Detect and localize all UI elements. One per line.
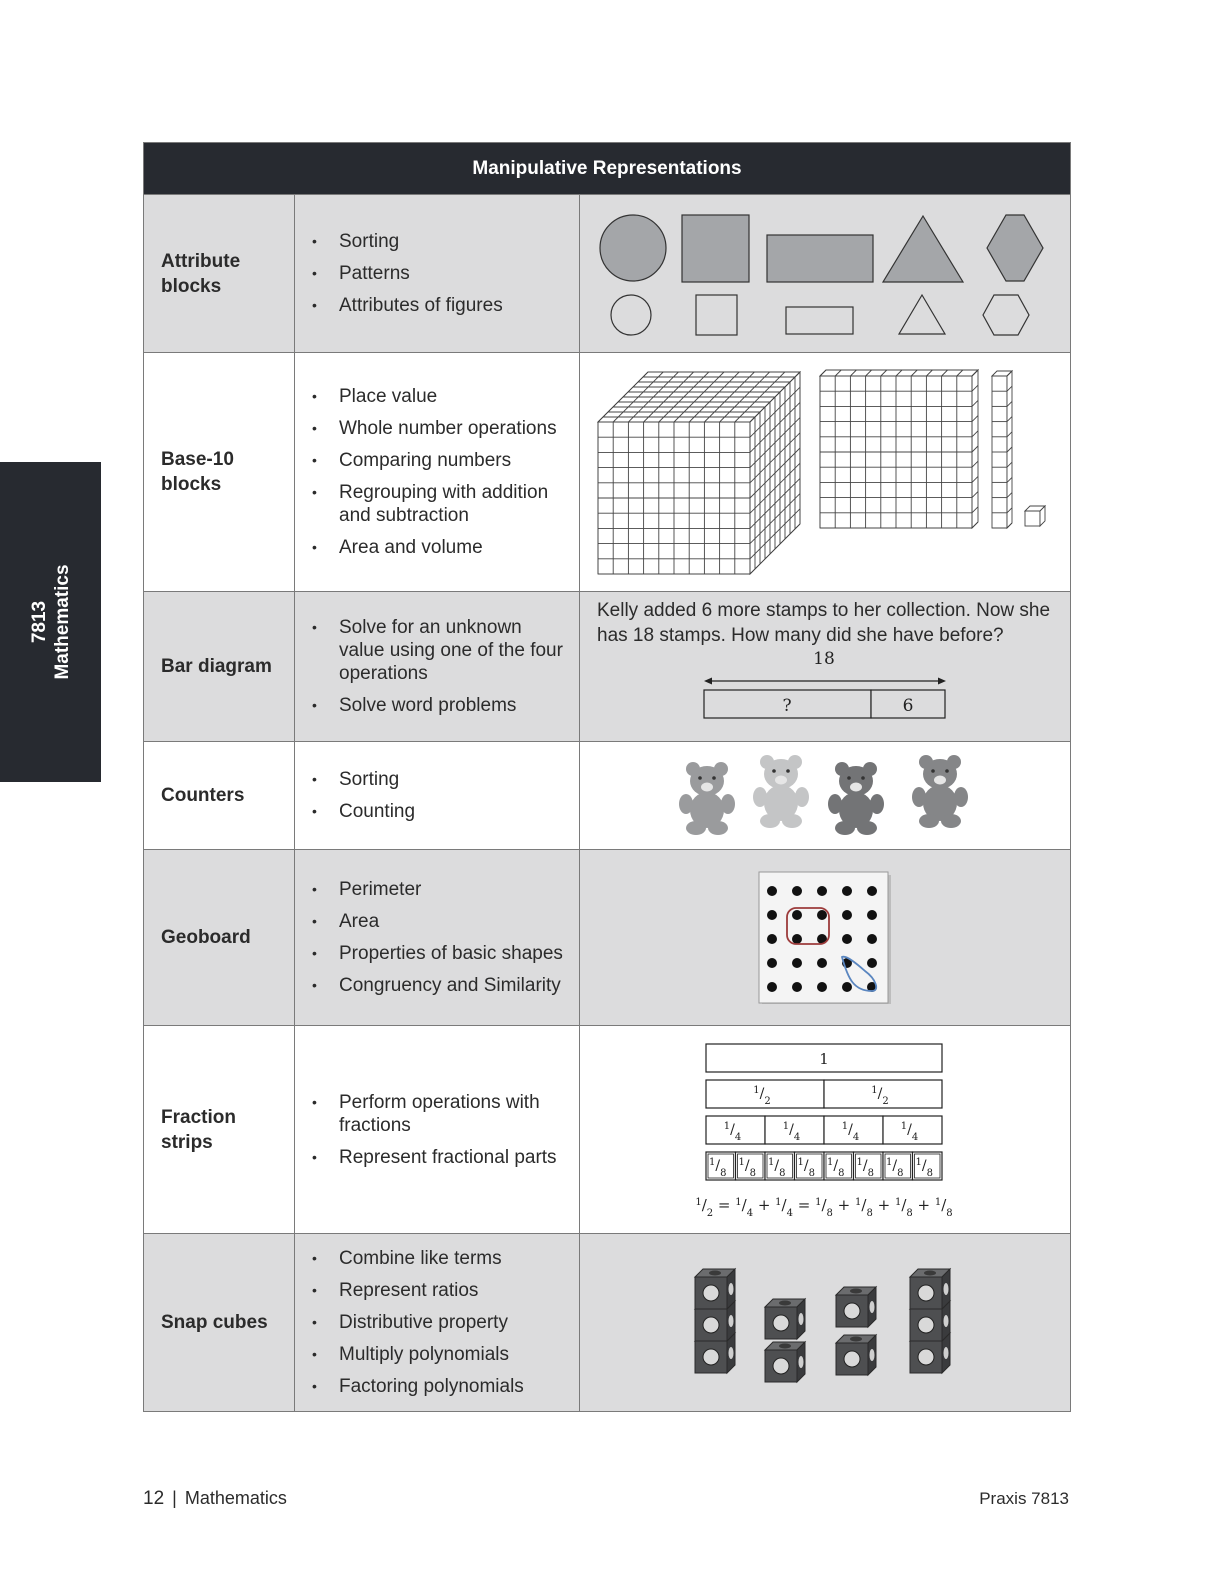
geoboard-peg	[767, 886, 777, 896]
row-uses	[295, 592, 580, 742]
large-circle-block	[600, 215, 666, 281]
use-item: • Represent fractional parts	[339, 1146, 571, 1169]
snap-cube	[765, 1342, 805, 1382]
table-row-attribute-blocks	[144, 195, 1071, 353]
svg-text:1/8: $^1/_8$	[797, 1156, 815, 1178]
svg-text:1/8: $^1/_8$	[709, 1156, 727, 1178]
geoboard-peg	[867, 910, 877, 920]
whole-label: 1	[819, 1049, 829, 1068]
large-square-block	[682, 215, 749, 282]
side-tab-code: 7813	[28, 600, 50, 644]
fraction-equation: $^1/_2$ = $^1/_4$ + $^1/_4$ = $^1/_8$ + $^1/_8$ + $^1/_8$ + $^1/_8$	[695, 1195, 953, 1218]
quarter-strip-piece	[824, 1116, 883, 1144]
row-uses	[295, 353, 580, 592]
arrow-left	[704, 677, 712, 684]
unit-cube	[1025, 506, 1045, 526]
svg-text:1/2: $^1/_2$	[753, 1084, 771, 1106]
row-uses	[295, 195, 580, 353]
hundred-flat	[820, 370, 978, 528]
use-item: • Solve word problems	[339, 694, 571, 717]
table-row-base-10-blocks	[144, 353, 1071, 592]
geoboard-peg	[767, 910, 777, 920]
eighth-strip-piece	[854, 1152, 884, 1180]
geoboard-peg	[792, 982, 802, 992]
arrow-right	[938, 677, 946, 684]
bear-counter-1	[679, 762, 735, 835]
use-item: • Place value	[339, 385, 571, 408]
use-item: • Distributive property	[339, 1311, 571, 1334]
svg-text:1/8: $^1/_8$	[886, 1156, 904, 1178]
small-hexagon-block	[983, 295, 1029, 335]
eighth-strip-piece	[736, 1152, 766, 1180]
row-uses	[295, 850, 580, 1026]
snap-cubes-illustration	[580, 1234, 1071, 1412]
small-triangle-block	[899, 295, 945, 334]
svg-text:1/4: $^1/_4$	[723, 1120, 742, 1142]
geoboard-peg	[842, 982, 852, 992]
quarter-strip-piece	[706, 1116, 765, 1144]
row-name: Counters	[144, 742, 295, 850]
use-item: • Sorting	[339, 230, 571, 253]
eighth-strip-piece	[913, 1152, 943, 1180]
use-item: • Attributes of figures	[339, 294, 571, 317]
bar-diagram-illustration	[580, 592, 1071, 742]
row-uses	[295, 1026, 580, 1234]
row-name: Fraction strips	[144, 1026, 295, 1234]
eighth-strip-piece	[795, 1152, 825, 1180]
large-triangle-block	[883, 216, 963, 282]
row-uses	[295, 1234, 580, 1412]
small-rectangle-block	[786, 307, 853, 334]
use-item: • Properties of basic shapes	[339, 942, 571, 965]
snap-cube-stack-4	[910, 1269, 950, 1373]
geoboard-peg	[867, 958, 877, 968]
use-item: • Regrouping with addition and subtraction	[339, 481, 571, 527]
row-name: Snap cubes	[144, 1234, 295, 1412]
eighth-strip-piece	[824, 1152, 854, 1180]
base-ten-blocks-illustration	[580, 353, 1071, 592]
table-row-counters	[144, 742, 1071, 850]
snap-cube	[765, 1299, 805, 1339]
half-strip-piece	[706, 1080, 824, 1108]
svg-text:1/8: $^1/_8$	[738, 1156, 756, 1178]
side-section-tab	[0, 462, 101, 782]
snap-cube-stack-1	[695, 1269, 735, 1373]
use-item: • Factoring polynomials	[339, 1375, 571, 1398]
half-strip-piece	[824, 1080, 942, 1108]
geoboard-peg	[792, 910, 802, 920]
word-problem-text: Kelly added 6 more stamps to her collection. Now she has 18 stamps. How many did she have before?	[597, 599, 1051, 646]
table-row-bar-diagram	[144, 592, 1071, 742]
geoboard-peg	[817, 958, 827, 968]
use-item: • Sorting	[339, 768, 571, 791]
footer-right: Praxis 7813	[979, 1489, 1069, 1508]
geoboard-peg	[792, 934, 802, 944]
use-item: • Area	[339, 910, 571, 933]
geoboard-peg	[767, 934, 777, 944]
large-hexagon-block	[987, 215, 1043, 281]
svg-text:1/4: $^1/_4$	[900, 1120, 919, 1142]
row-uses	[295, 742, 580, 850]
geoboard-peg	[817, 910, 827, 920]
geoboard-peg	[842, 910, 852, 920]
large-rectangle-block	[767, 235, 873, 282]
svg-text:1/8: $^1/_8$	[768, 1156, 786, 1178]
table-row-geoboard	[144, 850, 1071, 1026]
manipulatives-table	[143, 142, 1071, 1412]
geoboard-illustration	[580, 850, 1071, 1026]
eighth-strip-piece	[765, 1152, 795, 1180]
geoboard-peg	[767, 958, 777, 968]
use-item: • Congruency and Similarity	[339, 974, 571, 997]
svg-text:1/8: $^1/_8$	[827, 1156, 845, 1178]
table-row-snap-cubes	[144, 1234, 1071, 1412]
row-name: Attribute blocks	[144, 195, 295, 353]
bar-unknown-label: ?	[782, 695, 792, 716]
use-item: • Whole number operations	[339, 417, 571, 440]
snap-cube	[910, 1269, 950, 1309]
svg-text:1/8: $^1/_8$	[915, 1156, 933, 1178]
use-item: • Represent ratios	[339, 1279, 571, 1302]
use-item: • Combine like terms	[339, 1247, 571, 1270]
page-number: 12	[143, 1488, 165, 1509]
svg-text:1/2: $^1/_2$	[871, 1084, 889, 1106]
svg-text:1/8: $^1/_8$	[856, 1156, 874, 1178]
geoboard-peg	[767, 982, 777, 992]
use-item: • Multiply polynomials	[339, 1343, 571, 1366]
bear-counter-2	[753, 755, 809, 828]
attribute-blocks-illustration	[580, 195, 1071, 353]
bear-counter-3	[828, 762, 884, 835]
footer-left	[143, 1488, 287, 1510]
geoboard-peg	[867, 886, 877, 896]
row-name: Base-10 blocks	[144, 353, 295, 592]
row-name: Geoboard	[144, 850, 295, 1026]
thousand-cube	[598, 372, 800, 574]
bar-total-label: 18	[813, 648, 835, 669]
geoboard-peg	[842, 886, 852, 896]
geoboard-peg	[842, 934, 852, 944]
bear-counter-4	[912, 755, 968, 828]
quarter-strip-piece	[765, 1116, 824, 1144]
geoboard-peg	[817, 982, 827, 992]
snap-cube	[695, 1269, 735, 1309]
eighth-strip-piece	[883, 1152, 913, 1180]
table-row-fraction-strips	[144, 1026, 1071, 1234]
use-item: • Counting	[339, 800, 571, 823]
svg-text:1/4: $^1/_4$	[841, 1120, 860, 1142]
side-tab-subject: Mathematics	[51, 564, 73, 680]
geoboard-peg	[792, 886, 802, 896]
geoboard-peg	[817, 886, 827, 896]
small-circle-block	[611, 295, 651, 335]
snap-cube	[836, 1335, 876, 1375]
snap-cube-stack-2	[765, 1299, 805, 1382]
use-item: • Perimeter	[339, 878, 571, 901]
bear-counters-illustration	[580, 742, 1071, 850]
footer-section: Mathematics	[184, 1488, 287, 1508]
small-square-block	[696, 295, 737, 335]
geoboard-peg	[792, 958, 802, 968]
snap-cube-stack-3	[836, 1287, 876, 1375]
table-title: Manipulative Representations	[144, 143, 1071, 195]
row-name: Bar diagram	[144, 592, 295, 742]
eighth-strip-piece	[706, 1152, 736, 1180]
svg-text:1/4: $^1/_4$	[782, 1120, 801, 1142]
use-item: • Solve for an unknown value using one of the four operations	[339, 616, 571, 685]
bar-part-label: 6	[902, 695, 914, 716]
use-item: • Perform operations with fractions	[339, 1091, 571, 1137]
fraction-strips-illustration	[580, 1026, 1071, 1234]
quarter-strip-piece	[883, 1116, 942, 1144]
use-item: • Comparing numbers	[339, 449, 571, 472]
use-item: • Patterns	[339, 262, 571, 285]
footer-separator: |	[172, 1488, 177, 1508]
geoboard-peg	[867, 934, 877, 944]
ten-rod	[992, 371, 1012, 528]
use-item: • Area and volume	[339, 536, 571, 559]
snap-cube	[836, 1287, 876, 1327]
